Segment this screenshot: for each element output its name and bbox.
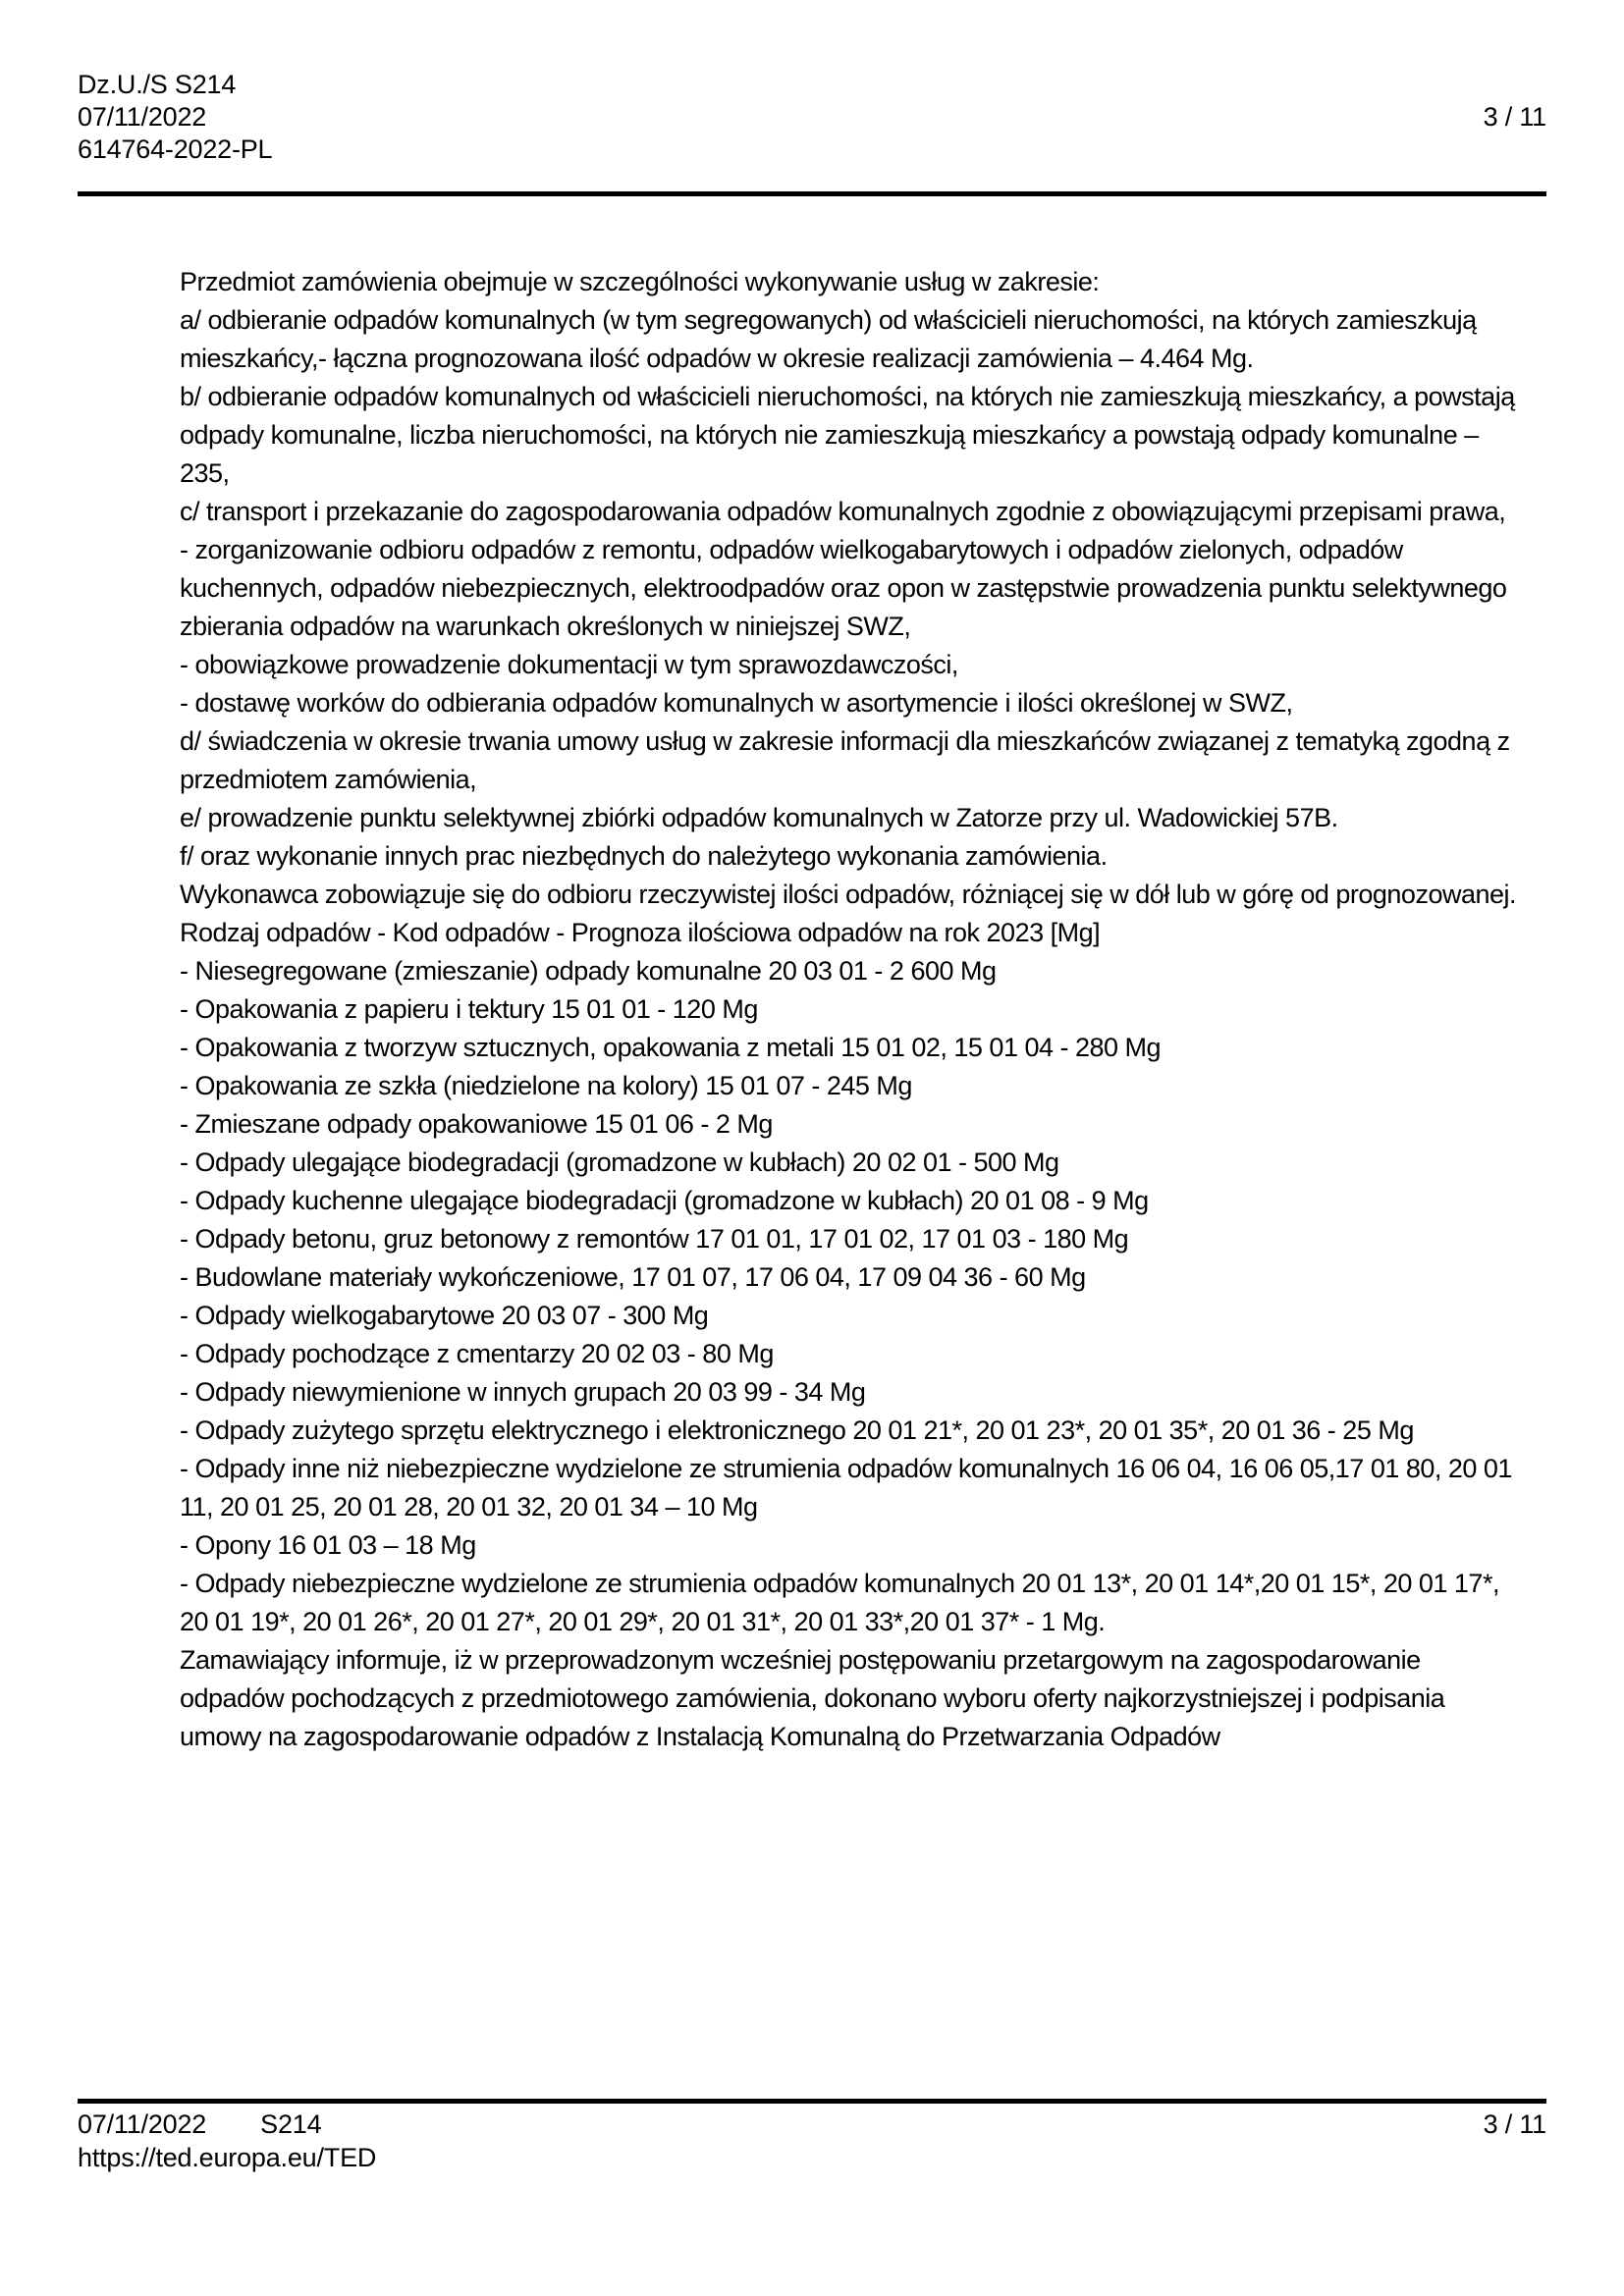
paragraph: - Odpady inne niż niebezpieczne wydzielone ze strumienia odpadów komunalnych 16 06 04, 16 06 05,17 01 80, 20 01 11, 20 01 25, 20 01 28, 20 01 32, 20 01 34 – 10 Mg (180, 1454, 1512, 1522)
header-document-id: 614764-2022-PL (78, 134, 273, 164)
header-journal-line: Dz.U./S S214 (78, 70, 237, 99)
paragraph: - Odpady betonu, gruz betonowy z remontów 17 01 01, 17 01 02, 17 01 03 - 180 Mg (180, 1224, 1129, 1254)
paragraph: - zorganizowanie odbioru odpadów z remontu, odpadów wielkogabarytowych i odpadów zielonych, odpadów kuchennych, odpadów niebezpiecznych, elektroodpadów oraz opon w zastępstwie prowadzenia punktu selektywnego zbierania odpadów na warunkach określonych w niniejszej SWZ, (180, 535, 1507, 641)
paragraph: a/ odbieranie odpadów komunalnych (w tym segregowanych) od właścicieli nieruchomości, na których zamieszkują mieszkańcy,- łączna prognozowana ilość odpadów w okresie realizacji zamówienia – 4.464 Mg. (180, 305, 1477, 373)
paragraph: - Odpady ulegające biodegradacji (gromadzone w kubłach) 20 02 01 - 500 Mg (180, 1148, 1059, 1177)
paragraph: - Odpady niebezpieczne wydzielone ze strumienia odpadów komunalnych 20 01 13*, 20 01 14*,20 01 15*, 20 01 17*, 20 01 19*, 20 01 26*, 20 01 27*, 20 01 29*, 20 01 31*, 20 01 33*,20 01 37* - 1 Mg. (180, 1569, 1499, 1636)
paragraph: - Niesegregowane (zmieszanie) odpady komunalne 20 03 01 - 2 600 Mg (180, 956, 997, 986)
paragraph: - Zmieszane odpady opakowaniowe 15 01 06 - 2 Mg (180, 1109, 773, 1139)
paragraph: - Opakowania z tworzyw sztucznych, opakowania z metali 15 01 02, 15 01 04 - 280 Mg (180, 1033, 1162, 1062)
paragraph: - dostawę worków do odbierania odpadów komunalnych w asortymencie i ilości określonej w SWZ, (180, 688, 1293, 718)
footer-url-link[interactable]: https://ted.europa.eu/TED (78, 2143, 377, 2172)
paragraph: - obowiązkowe prowadzenie dokumentacji w tym sprawozdawczości, (180, 650, 958, 679)
header-divider-rule (78, 191, 1546, 196)
paragraph: - Odpady pochodzące z cmentarzy 20 02 03 - 80 Mg (180, 1339, 774, 1368)
footer-date-series-line (78, 2108, 376, 2141)
paragraph: c/ transport i przekazanie do zagospodarowania odpadów komunalnych zgodnie z obowiązującymi przepisami prawa, (180, 497, 1506, 526)
document-body (180, 263, 1525, 1756)
paragraph: - Odpady niewymienione w innych grupach 20 03 99 - 34 Mg (180, 1377, 866, 1407)
footer-page-number: 3 / 11 (1483, 2109, 1546, 2139)
paragraph: Zamawiający informuje, iż w przeprowadzonym wcześniej postępowaniu przetargowym na zagospodarowanie odpadów pochodzących z przedmiotowego zamówienia, dokonano wyboru oferty najkorzystniejszej i podpisania umowy na zagospodarowanie odpadów z Instalacją Komunalną do Przetwarzania Odpadów (180, 1645, 1445, 1751)
footer-divider-rule (78, 2099, 1546, 2104)
paragraph: - Opony 16 01 03 – 18 Mg (180, 1530, 476, 1560)
paragraph: d/ świadczenia w okresie trwania umowy usług w zakresie informacji dla mieszkańców związanej z tematyką zgodną z przedmiotem zamówienia, (180, 726, 1510, 794)
header-date-line: 07/11/2022 (78, 102, 207, 132)
footer-url-line (78, 2141, 376, 2174)
paragraph: Rodzaj odpadów - Kod odpadów - Prognoza ilościowa odpadów na rok 2023 [Mg] (180, 918, 1101, 947)
paragraph: f/ oraz wykonanie innych prac niezbędnych do należytego wykonania zamówienia. (180, 841, 1108, 871)
paragraph: e/ prowadzenie punktu selektywnej zbiórki odpadów komunalnych w Zatorze przy ul. Wadowickiej 57B. (180, 803, 1338, 832)
paragraph: - Opakowania ze szkła (niedzielone na kolory) 15 01 07 - 245 Mg (180, 1071, 912, 1100)
paragraph: - Odpady zużytego sprzętu elektrycznego i elektronicznego 20 01 21*, 20 01 23*, 20 01 35*, 20 01 36 - 25 Mg (180, 1415, 1414, 1445)
footer-date: 07/11/2022 (78, 2109, 207, 2139)
paragraph: Wykonawca zobowiązuje się do odbioru rzeczywistej ilości odpadów, różniącej się w dół lub w górę od prognozowanej. (180, 880, 1517, 909)
paragraph: - Odpady kuchenne ulegające biodegradacji (gromadzone w kubłach) 20 01 08 - 9 Mg (180, 1186, 1149, 1215)
footer-series: S214 (260, 2109, 322, 2139)
header-page-number: 3 / 11 (1483, 102, 1546, 132)
paragraph: Przedmiot zamówienia obejmuje w szczególności wykonywanie usług w zakresie: (180, 267, 1100, 296)
page-header (78, 69, 272, 166)
paragraph: b/ odbieranie odpadów komunalnych od właścicieli nieruchomości, na których nie zamieszkują mieszkańcy, a powstają odpady komunalne, liczba nieruchomości, na których nie zamieszkują mieszkańcy a powstają odpady komunalne – 235, (180, 382, 1515, 488)
paragraph: - Odpady wielkogabarytowe 20 03 07 - 300 Mg (180, 1301, 709, 1330)
paragraph: - Budowlane materiały wykończeniowe, 17 01 07, 17 06 04, 17 09 04 36 - 60 Mg (180, 1262, 1086, 1292)
paragraph: - Opakowania z papieru i tektury 15 01 01 - 120 Mg (180, 994, 758, 1024)
page-footer (78, 2108, 376, 2174)
